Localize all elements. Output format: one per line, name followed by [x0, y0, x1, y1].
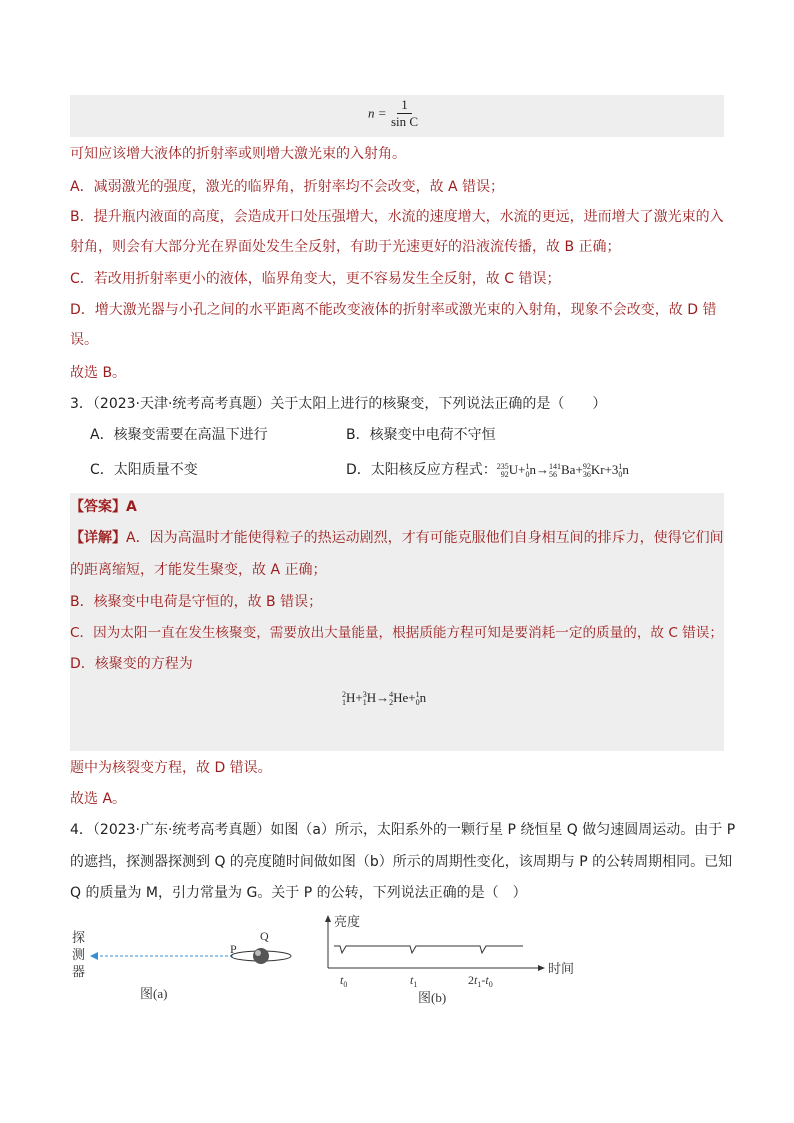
plus: + [408, 690, 416, 705]
detector-label-3: 器 [72, 964, 86, 979]
mass-number: 3 [362, 690, 367, 700]
fission-equation [496, 462, 629, 480]
question-3-option-d [346, 460, 629, 480]
star-q-label: Q [260, 929, 269, 943]
tick-t0 [340, 973, 347, 989]
detector-label-2: 测 [72, 947, 86, 962]
option-d-explanation-1: D．增大激光器与小孔之间的水平距离不能改变液体的折射率或激光束的入射角，现象不会改变，故 D 错 [70, 302, 717, 318]
atomic-number: 92 [500, 470, 509, 480]
formula-lhs: n = [368, 105, 387, 121]
atomic-number: 36 [582, 470, 591, 480]
question-4-line-3 [70, 883, 527, 903]
mass-number: 1 [525, 462, 530, 472]
choose-a: 故选 A。 [70, 791, 127, 807]
detail-line-2: 的距离缩短，才能发生聚变，故 A 正确； [70, 562, 327, 578]
mass-number: 4 [389, 690, 394, 700]
formula-numerator: 1 [397, 97, 412, 114]
plus: +3 [604, 462, 619, 477]
symbol: Ba [561, 462, 576, 477]
choose-b: 故选 B。 [70, 365, 127, 381]
detail-text-1: A．因为高温时才能使得粒子的热运动剧烈，才有可能克服他们自身相互间的排斥力，使得它们间 [126, 530, 724, 546]
two: 2 [468, 973, 474, 987]
plus: + [518, 462, 526, 477]
mass-number: 235 [496, 462, 509, 472]
sub: 1 [413, 980, 418, 989]
arrow: → [376, 690, 390, 705]
t: t [410, 973, 414, 987]
star-highlight [255, 950, 261, 956]
tick-t1 [410, 973, 417, 989]
plus: + [355, 690, 363, 705]
option-b-explanation-2: 射角，则会有大部分光在界面处发生全反射，有助于光速更好的沿液流传播，故 B 正确； [70, 239, 621, 255]
detail-line-1 [70, 528, 724, 548]
atomic-number: 56 [549, 470, 558, 480]
star-q-icon [253, 948, 269, 964]
detail-option-d: D．核聚变的方程为 [70, 656, 193, 672]
option-d-explanation-2: 误。 [70, 332, 98, 348]
minus: - [481, 973, 486, 987]
x-axis-label: 时间 [548, 961, 575, 976]
question-3-option-c: C．太阳质量不变 [90, 462, 198, 478]
detail-option-b: B．核聚变中电荷是守恒的，故 B 错误； [70, 594, 323, 610]
formula-fraction [391, 97, 418, 130]
symbol: Kr [590, 462, 605, 477]
figure-a-caption: 图(a) [140, 986, 168, 1001]
y-axis-arrow-icon [325, 915, 331, 922]
figure-a [60, 920, 310, 1010]
symbol: n [622, 462, 629, 477]
after-equation: 题中为核裂变方程，故 D 错误。 [70, 760, 272, 776]
figure-b [318, 912, 588, 1012]
option-b-explanation-1: B．提升瓶内液面的高度，会造成开口处压强增大，水流的速度增大，水流的更远，进而增大了激光束的入 [70, 209, 724, 225]
sub: 0 [488, 980, 493, 989]
y-axis-label: 亮度 [334, 914, 361, 929]
option-d-prefix: D．太阳核反应方程式： [346, 462, 497, 478]
t: t [340, 973, 344, 987]
figure-b-caption: 图(b) [418, 990, 447, 1005]
atomic-number: 1 [362, 698, 367, 708]
arrow: → [536, 462, 550, 477]
question-3-option-b: B．核聚变中电荷不守恒 [346, 427, 496, 443]
formula-denominator: sin C [390, 114, 419, 129]
question-3-stem: 3．（2023·天津·统考高考真题）关于太阳上进行的核聚变，下列说法正确的是（ ） [70, 396, 607, 412]
sub: 0 [343, 980, 348, 989]
planet-p-label: P [230, 942, 237, 956]
question-4-line-1: 4．（2023·广东·统考高考真题）如图（a）所示，太阳系外的一颗行星 P 绕恒星 Q 做匀速圆周运动。由于 P [70, 822, 736, 838]
symbol: H [366, 690, 377, 705]
answer-label: 【答案】A [70, 499, 137, 515]
detail-label: 【详解】 [70, 530, 126, 546]
detail-option-c: C．因为太阳一直在发生核聚变，需要放出大量能量，根据质能方程可知是要消耗一定的质量的，故 C 错误； [70, 625, 723, 641]
mass-number: 92 [582, 462, 591, 472]
symbol: U [508, 462, 519, 477]
mass-number: 2 [342, 690, 346, 700]
question-3-option-a: A．核聚变需要在高温下进行 [90, 427, 268, 443]
sub: 1 [477, 980, 482, 989]
t: t [474, 973, 478, 987]
option-a-explanation: A．减弱激光的强度，激光的临界角，折射率均不会改变，故 A 错误； [70, 179, 505, 195]
question-4-line-2: 的遮挡，探测器探测到 Q 的亮度随时间做如图（b）所示的周期性变化，该周期与 P 的公转周期相同。已知 [70, 854, 733, 870]
symbol: n [419, 690, 427, 705]
option-c-explanation: C．若改用折射率更小的液体，临界角变大，更不容易发生全反射，故 C 错误； [70, 271, 561, 287]
symbol: H [346, 690, 356, 705]
x-axis-arrow-icon [538, 965, 545, 971]
brightness-curve [334, 946, 523, 953]
detector-label-1: 探 [72, 930, 86, 945]
atomic-number: 0 [525, 470, 530, 480]
mass-number: 141 [549, 462, 562, 472]
atomic-number: 1 [342, 698, 346, 708]
paragraph-conclusion: 可知应该增大液体的折射率或则增大激光束的入射角。 [70, 146, 406, 162]
mass-number: 1 [618, 462, 623, 472]
symbol: He [393, 690, 409, 705]
arrow-head-icon [90, 952, 98, 960]
formula-critical-angle [368, 97, 418, 130]
atomic-number: 2 [389, 698, 394, 708]
plus: + [575, 462, 583, 477]
tick-2t1-t0 [468, 973, 493, 989]
fusion-equation [342, 688, 426, 708]
symbol: n [529, 462, 537, 477]
t: t [485, 973, 489, 987]
atomic-number: 0 [415, 698, 420, 708]
mass-number: 1 [415, 690, 420, 700]
atomic-number: 0 [618, 470, 623, 480]
question-4-line-3-text: Q 的质量为 M，引力常量为 G。关于 P 的公转，下列说法正确的是（ ） [70, 885, 527, 901]
